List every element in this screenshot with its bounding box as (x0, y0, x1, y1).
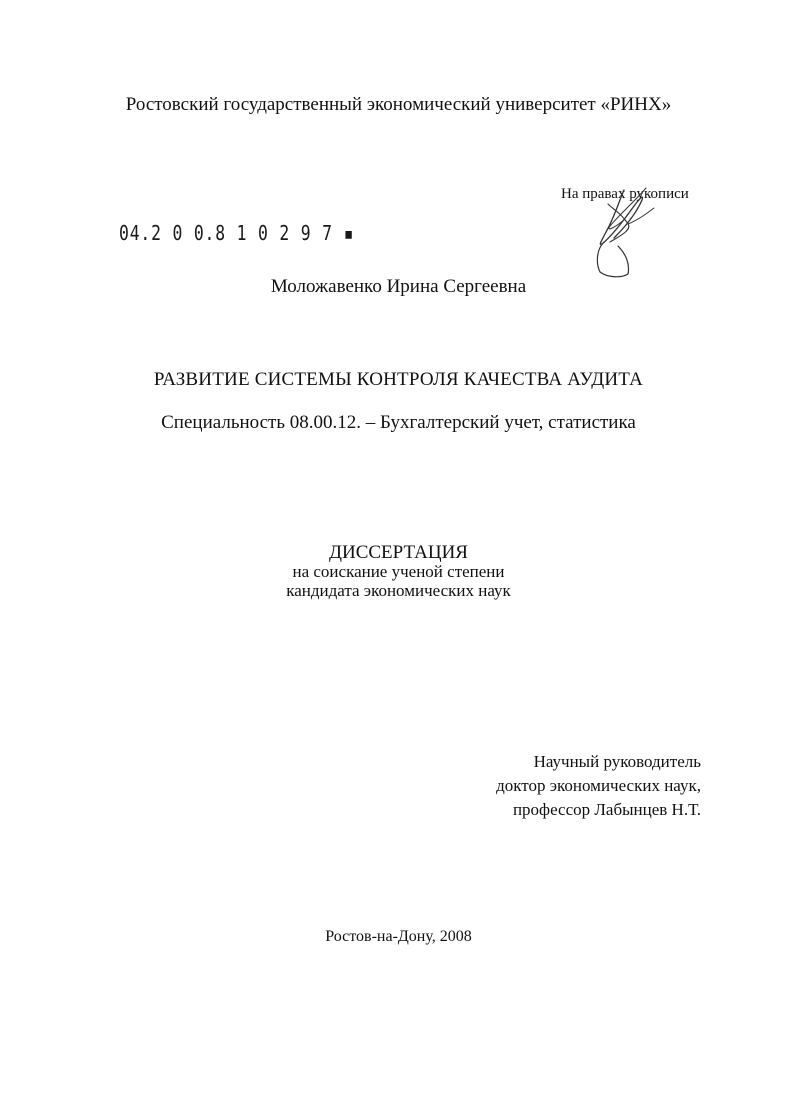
library-stamp-number: 04.2 0 0.8 1 0 2 9 7 (119, 221, 333, 245)
rights-note: На правах рукописи (561, 186, 689, 202)
document-type: ДИССЕРТАЦИЯ (329, 542, 468, 563)
handwritten-signature-icon (584, 184, 664, 284)
thesis-title: РАЗВИТИЕ СИСТЕМЫ КОНТРОЛЯ КАЧЕСТВА АУДИТА (153, 369, 644, 390)
supervisor-degree: доктор экономических наук, (496, 776, 701, 795)
place-year: Ростов-на-Дону, 2008 (325, 928, 472, 945)
degree-line-1: на соискание ученой степени (292, 562, 505, 581)
supervisor-role: Научный руководитель (533, 752, 701, 771)
supervisor-name: профессор Лабынцев Н.Т. (512, 800, 701, 819)
author-name: Моложавенко Ирина Сергеевна (270, 276, 527, 297)
specialty: Специальность 08.00.12. – Бухгалтерский учет, статистика (161, 412, 636, 433)
stamp-dot: ▪ (332, 221, 355, 245)
supervisor-block (496, 750, 701, 822)
library-stamp (119, 221, 354, 245)
university-name: Ростовский государственный экономический университет «РИНХ» (125, 94, 672, 115)
degree-line-2: кандидата экономических наук (286, 581, 511, 600)
